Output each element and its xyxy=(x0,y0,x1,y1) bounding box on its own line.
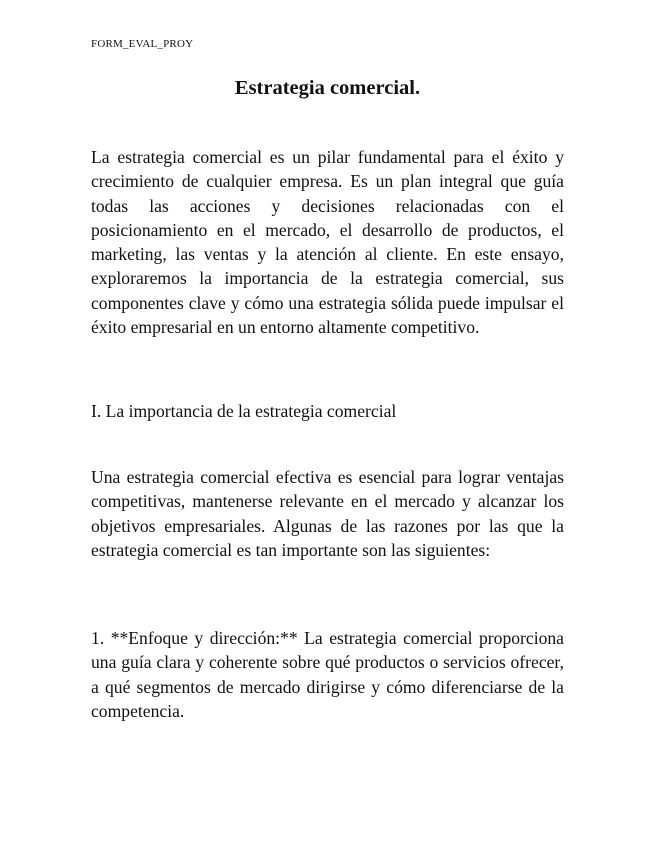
focus-direction-paragraph: 1. **Enfoque y dirección:** La estrategia comercial proporciona una guía clara y coherente sobre qué productos o servicios ofrecer, a qué segmentos de mercado dirigirse y cómo diferenciarse de la competencia. xyxy=(91,628,564,721)
form-code-header: FORM_EVAL_PROY xyxy=(91,38,194,50)
importance-paragraph: Una estrategia comercial efectiva es esencial para lograr ventajas competitivas, mantenerse relevante en el mercado y alcanzar los objetivos empresariales. Algunas de las razones por las que la estrategia comercial es tan importante son las siguientes: xyxy=(91,467,564,560)
section-heading: I. La importancia de la estrategia comercial xyxy=(91,401,397,421)
intro-paragraph: La estrategia comercial es un pilar fundamental para el éxito y crecimiento de cualquier empresa. Es un plan integral que guía todas las acciones y decisiones relacionadas con el posicionamiento en el mercado, el desarrollo de productos, el marketing, las ventas y la atención al cliente. En este ensayo, exploraremos la importancia de la estrategia comercial, sus componentes clave y cómo una estrategia sólida puede impulsar el éxito empresarial en un entorno altamente competitivo. xyxy=(91,147,564,338)
page-title: Estrategia comercial. xyxy=(234,77,421,99)
